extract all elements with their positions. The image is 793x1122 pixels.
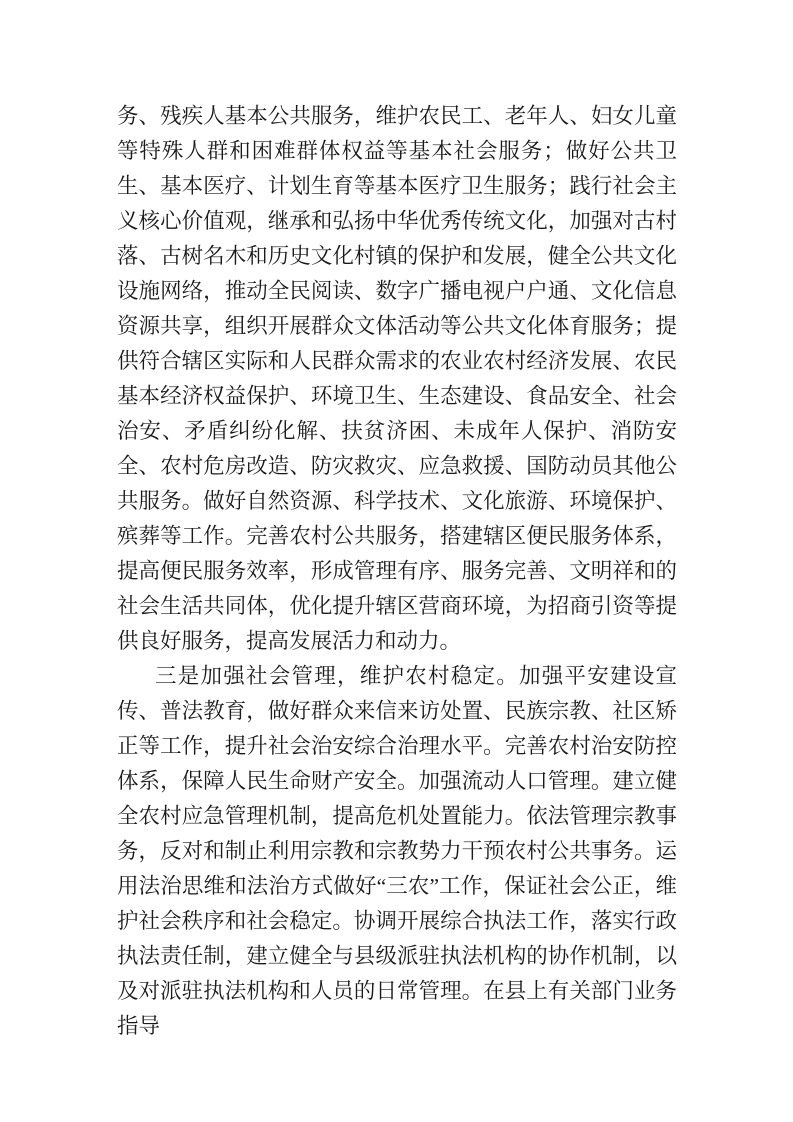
paragraph-point-three: 三是加强社会管理，维护农村稳定。加强平安建设宣传、普法教育，做好群众来信来访处置、民族宗教、社区矫正等工作，提升社会治安综合治理水平。完善农村治安防控体系，保障人民生命财产安全。加强流动人口管理。建立健全农村应急管理机制，提高危机处置能力。依法管理宗教事务，反对和制止利用宗教和宗教势力干预农村公共事务。运用法治思维和法治方式做好“三农”工作，保证社会公正，维护社会秩序和社会稳定。协调开展综合执法工作，落实行政执法责任制，建立健全与县级派驻执法机构的协作机制，以及对派驻执法机构和人员的日常管理。在县上有关部门业务指导 xyxy=(117,664,677,1038)
paragraph-continuation: 务、残疾人基本公共服务，维护农民工、老年人、妇女儿童等特殊人群和困难群体权益等基本社会服务；做好公共卫生、基本医疗、计划生育等基本医疗卫生服务；践行社会主义核心价值观，继承和弘扬中华优秀传统文化，加强对古村落、古树名木和历史文化村镇的保护和发展，健全公共文化设施网络，推动全民阅读、数字广播电视户户通、文化信息资源共享，组织开展群众文体活动等公共文化体育服务；提供符合辖区实际和人民群众需求的农业农村经济发展、农民基本经济权益保护、环境卫生、生态建设、食品安全、社会治安、矛盾纠纷化解、扶贫济困、未成年人保护、消防安全、农村危房改造、防灾救灾、应急救援、国防动员其他公共服务。做好自然资源、科学技术、文化旅游、环境保护、殡葬等工作。完善农村公共服务，搭建辖区便民服务体系，提高便民服务效率，形成管理有序、服务完善、文明祥和的社会生活共同体，优化提升辖区营商环境，为招商引资等提供良好服务，提高发展活力和动力。 xyxy=(117,104,677,653)
document-body xyxy=(117,99,677,1044)
